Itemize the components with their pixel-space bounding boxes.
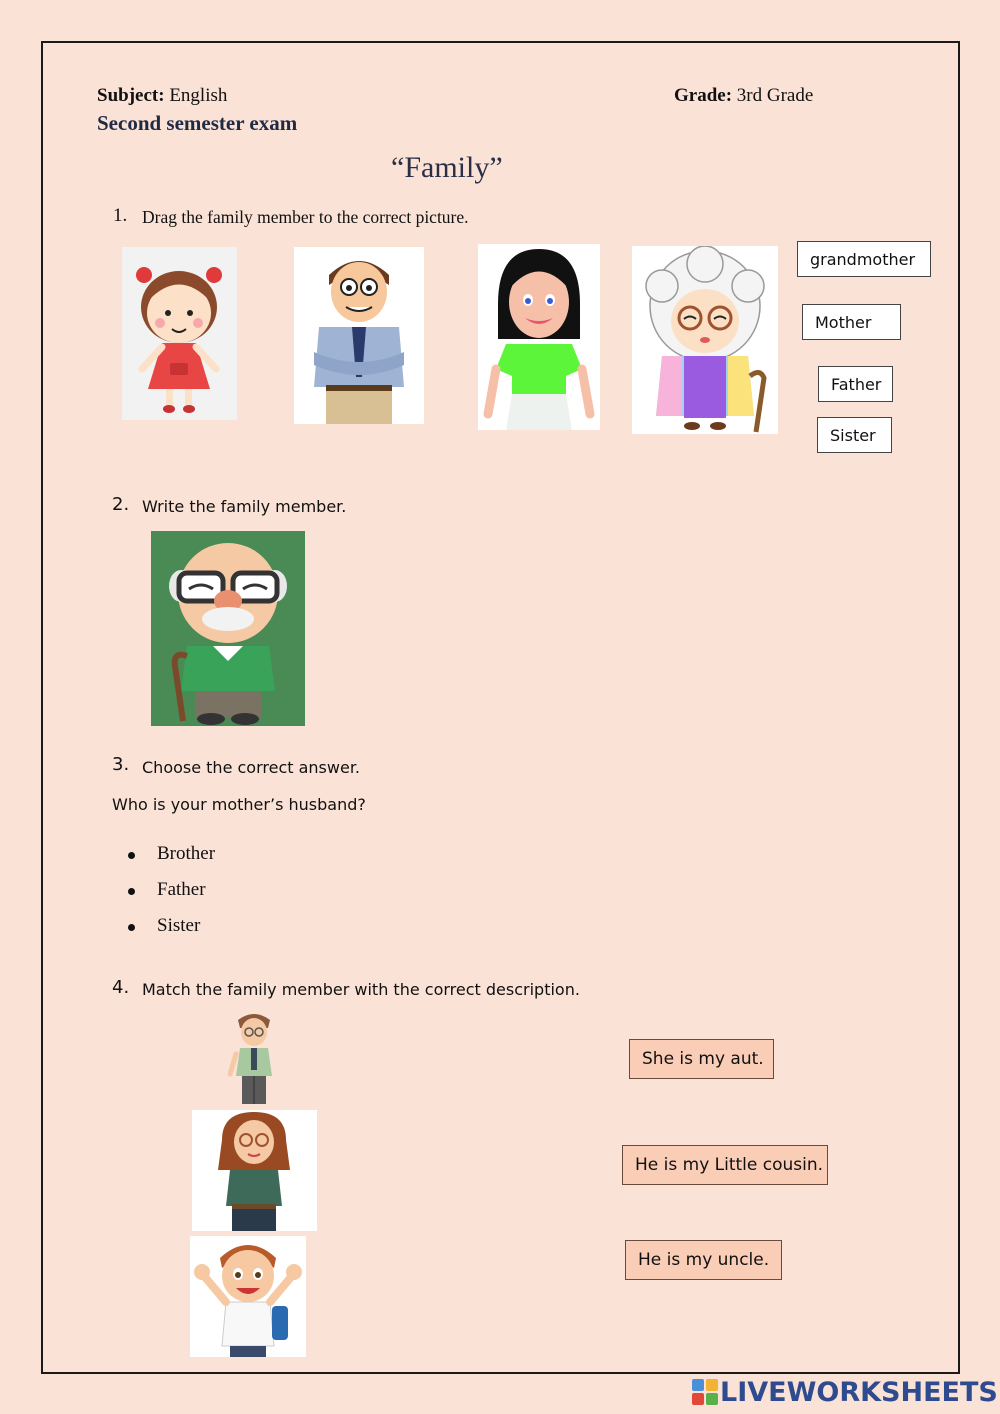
- mother-image: [478, 244, 600, 430]
- liveworksheets-logo[interactable]: [692, 1376, 998, 1408]
- q3-option-father[interactable]: Father: [157, 879, 206, 900]
- q3-option-brother[interactable]: Brother: [157, 843, 216, 864]
- grandfather-illustration: [151, 531, 305, 726]
- subject-value: English: [169, 85, 228, 106]
- drag-option-mother[interactable]: Mother: [802, 304, 901, 340]
- q3-option-sister[interactable]: Sister: [157, 915, 201, 936]
- q1-number: 1.: [113, 205, 128, 226]
- description-cousin[interactable]: He is my Little cousin.: [622, 1145, 828, 1185]
- q4-text: Match the family member with the correct description.: [142, 980, 580, 999]
- grade-value: 3rd Grade: [736, 85, 814, 106]
- subject-label: Subject:: [97, 85, 165, 106]
- bullet: [128, 888, 135, 895]
- boy-image[interactable]: [190, 1236, 306, 1357]
- mother-illustration: [478, 244, 600, 430]
- drag-option-father[interactable]: Father: [818, 366, 893, 402]
- q3-text: Choose the correct answer.: [142, 758, 361, 777]
- boy-illustration: [190, 1236, 306, 1357]
- aunt-illustration: [192, 1110, 317, 1231]
- page-title: “Family”: [391, 151, 503, 184]
- drag-option-sister[interactable]: Sister: [817, 417, 892, 453]
- grandmother-illustration: [632, 246, 778, 434]
- q4-number: 4.: [112, 977, 130, 998]
- uncle-image[interactable]: [228, 1010, 280, 1108]
- father-illustration: [294, 247, 424, 424]
- subject-line: [97, 85, 227, 107]
- grade-line: [674, 85, 813, 107]
- q1-text: Drag the family member to the correct picture.: [142, 207, 469, 227]
- girl-illustration: [122, 247, 237, 420]
- exam-title: Second semester exam: [97, 111, 298, 135]
- bullet: [128, 852, 135, 859]
- liveworksheets-logo-icon: [692, 1379, 718, 1405]
- grandmother-image: [632, 246, 778, 434]
- bullet: [128, 924, 135, 931]
- girl-image: [122, 247, 237, 420]
- grandfather-image: [151, 531, 305, 726]
- description-uncle[interactable]: He is my uncle.: [625, 1240, 782, 1280]
- logo-text: LIVEWORKSHEETS: [720, 1376, 998, 1408]
- description-aunt[interactable]: She is my aut.: [629, 1039, 774, 1079]
- drag-option-grandmother[interactable]: grandmother: [797, 241, 931, 277]
- grade-label: Grade:: [674, 85, 733, 106]
- father-image: [294, 247, 424, 424]
- aunt-image[interactable]: [192, 1110, 317, 1231]
- q3-question: Who is your mother’s husband?: [112, 795, 366, 814]
- q2-number: 2.: [112, 494, 130, 515]
- q2-text: Write the family member.: [142, 497, 347, 516]
- q3-number: 3.: [112, 754, 130, 775]
- uncle-illustration: [228, 1010, 280, 1108]
